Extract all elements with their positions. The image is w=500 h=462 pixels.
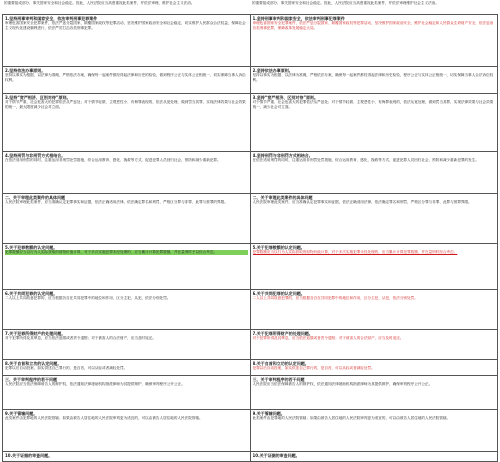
right-cell — [250, 452, 498, 462]
left-cell — [3, 360, 251, 376]
right-cell — [250, 152, 498, 194]
section-text: 二人以上共同故意犯罪的，应当根据各自在共同犯罪中的地位和作用，区分主犯、从犯，依法分别处罚。 — [5, 296, 171, 301]
section-heading: 5.关于犯罪数额的认定问题。 — [5, 245, 58, 250]
section-text: 犯罪以后自动投案，如实供述自己罪行的，是自首，可以从轻或者减轻处罚。 — [5, 366, 128, 371]
left-cell — [3, 15, 251, 67]
table-row — [3, 152, 498, 194]
section-heading: 1.坚持刑事审判和国家安全，依法审判刑事犯罪案件 — [252, 16, 345, 21]
right-cell — [250, 94, 498, 152]
section-text: 对于情节严重、社会危害大的犯罪依法从严惩处；对于情节轻微、主观恶性小、有悔罪表现的，依法从宽处理，做到罚当其罪，实现法律效果与社会效果的统一，最大限度减少社会对立面。 — [5, 100, 246, 110]
left-cell — [3, 94, 251, 152]
intro-paragraph — [2, 0, 498, 13]
section-text: 对于犯罪所得及其孳息，应当依法追缴或者责令退赔；对于被害人的合法财产，应当及时返还。 — [5, 336, 156, 341]
section-heading: 2.坚持依法办事原则。 — [5, 68, 46, 73]
right-cell — [250, 360, 498, 376]
table-row — [3, 376, 498, 410]
section-text: 此类案件由犯罪地的人民法院管辖；如果由被告人居住地的人民法院审判更为适宜的，可以由被告人居住地的人民法院管辖。 — [5, 416, 203, 421]
section-text: 犯罪数额应当以行为人实际获取的财物价值计算，对于多次实施犯罪未经处理的，应当累计计算犯罪数额，并在量刑时综合考虑。 — [252, 250, 458, 255]
section-text: 审理危害国家安全犯罪案件，依法严惩分裂国家、颠覆国家政权等犯罪活动，坚决维护国家政治安全和社会稳定，切实维护人民群众合法权益，保障社会主义现代化建设顺利进行，依法严厉打击各类刑事犯罪。 — [5, 21, 246, 31]
section-text: 人民法院审理此类案件，应当准确认定犯罪事实和证据，依法正确适用法律，依法确定罪名和刑罚，严格区分罪与非罪、此罪与彼罪界限。 — [252, 200, 472, 205]
section-text: 坚持以事实为根据、以法律为准绳，严格依法办案，确保每一起案件都经得起法律和历史检验，程序公正与实体公正相统一，切实保障当事人合法诉讼权利。 — [252, 73, 494, 83]
highlighted-text: 犯罪数额应当以行为人实际获取的财物价值计算，对于多次实施犯罪未经处理的，应当累计计算犯罪数额，并在量刑时予以综合考虑。 — [5, 250, 248, 255]
section-heading: 二、关于审理此类案件的具体问题 — [252, 195, 313, 200]
left-cell — [3, 194, 251, 244]
section-heading: 7.关于犯罪所得财产的处理问题。 — [5, 331, 66, 336]
intro-left: 的重要组成部分，事关国家安全和社会稳定。因此，人民法院应当高度重视此类案件，并依法审理，维护社会主义法治。 — [4, 1, 195, 5]
section-heading: 7.关于犯罪所得财产的处理问题。 — [252, 331, 313, 336]
left-cell — [3, 152, 251, 194]
section-text: 审理危害国家安全犯罪案件，依法严惩分裂国家、颠覆国家政权等犯罪活动，坚决维护国家政治安全，维护社会稳定和人民群众生命财产安全，依法惩治各类刑事犯罪，保障改革发展稳定大局。 — [252, 21, 494, 31]
left-cell — [3, 376, 251, 410]
section-heading: 8.关于自首和立功的认定问题。 — [252, 361, 309, 366]
section-text: 在依法适用刑罚的同时，注重运用非刑罚处罚措施，综合运用教育、感化、挽救等方式，促进犯罪人员回归社会，预防和减少重新犯罪的发生。 — [252, 158, 479, 163]
section-heading: 9.关于管辖问题。 — [252, 411, 285, 416]
left-cell — [3, 330, 251, 360]
right-cell — [250, 330, 498, 360]
section-heading: 5.关于犯罪数额的认定问题。 — [252, 245, 305, 250]
section-text: 对于犯罪所得及其孳息，应当依法追缴或者责令退赔；对于被害人的合法财产，应当及时返还。 — [252, 336, 404, 341]
section-heading: 8.关于自首和立功的认定问题。 — [5, 361, 62, 366]
table-row — [3, 290, 498, 330]
section-heading: 6.关于共同犯罪的认定问题。 — [5, 291, 58, 296]
right-cell — [250, 290, 498, 330]
right-cell — [250, 244, 498, 290]
section-heading: 3.坚持“宽严相济、区别对待”原则。 — [252, 95, 319, 100]
section-text: 人民法院应当依法保障被告人的辩护权，依法通知法律援助机构指派律师为其提供辩护，确保审判程序公开公正。 — [5, 382, 185, 387]
left-cell — [3, 452, 251, 462]
section-heading: 10.关于证据的审查问题。 — [252, 453, 300, 458]
section-text: 对于情节严重、社会危害大的犯罪依法从严惩处；对于情节轻微、主观恶性小、有悔罪表现的，依法从宽处理，做到罚当其罪，实现法律效果与社会效果统一，减少社会对立面。 — [252, 100, 494, 110]
section-text: 此类案件由犯罪地的人民法院管辖；如果由被告人居住地的人民法院审判更为适宜的，可以由被告人居住地的人民法院管辖。 — [252, 416, 451, 421]
table-row — [3, 452, 498, 462]
section-heading: 三、关于审判程序的若干问题 — [5, 377, 57, 382]
right-cell — [250, 67, 498, 94]
section-heading: 4.坚持刑罚与非刑罚方式相结合。 — [252, 153, 313, 158]
section-text: 坚持以事实为根据、以法律为准绳，严格依法办案，确保每一起案件都经得起法律和历史的检验，做到程序公正与实体公正相统一，切实保障当事人诉讼权利。 — [5, 73, 246, 83]
table-row — [3, 360, 498, 376]
right-cell — [250, 410, 498, 452]
section-heading: 6.关于共同犯罪的认定问题。 — [252, 291, 305, 296]
table-row — [3, 330, 498, 360]
section-heading: 2.坚持依法办事原则。 — [252, 68, 293, 73]
table-row — [3, 15, 498, 67]
table-row — [3, 410, 498, 452]
table-row — [3, 244, 498, 290]
section-heading: 4.坚持刑罚与非刑罚方式相结合。 — [5, 153, 66, 158]
right-cell — [250, 194, 498, 244]
section-text: 犯罪以后自动投案，如实供述自己罪行的，是自首，可以从轻或者减轻处罚。 — [252, 366, 375, 371]
section-heading: 3.坚持“宽严相济、区别对待”原则。 — [5, 95, 71, 100]
left-cell — [3, 290, 251, 330]
section-heading: 1.坚持刑事审判和国家安全，依法审判刑事犯罪案件 — [5, 16, 98, 21]
left-cell — [3, 67, 251, 94]
table-row — [3, 94, 498, 152]
comparison-table — [2, 14, 498, 462]
section-text: 人民法院审理此类案件，应当准确认定犯罪事实和证据，依法正确适用法律，依法确定罪名和刑罚，严格区分罪与非罪、此罪与彼罪的界限。 — [5, 200, 228, 205]
table-row — [3, 194, 498, 244]
section-heading: 10.关于证据的审查问题。 — [5, 453, 53, 458]
section-heading: 9.关于管辖问题。 — [5, 411, 38, 416]
right-cell — [250, 376, 498, 410]
section-heading: 二、关于审理此类案件的具体问题 — [5, 195, 65, 200]
section-heading: 三、关于审判程序的若干问题 — [252, 377, 305, 382]
left-cell — [3, 244, 251, 290]
section-text: 在依法适用刑罚的同时，注重运用非刑罚处罚措施，综合运用教育、感化、挽救等方式，促进犯罪人员回归社会，预防和减少重新犯罪。 — [5, 158, 221, 163]
left-cell — [3, 410, 251, 452]
table-row — [3, 67, 498, 94]
right-cell — [250, 15, 498, 67]
intro-right: 的重要组成部分，事关国家安全和社会稳定。因此，人民法院应当高度重视此类案件，并依法审理维护社会主义法治。 — [252, 1, 439, 5]
section-text: 人民法院应当依法保障被告人的辩护权，依法通知法律援助机构指派律师为其提供辩护，确保审判程序公开公正。 — [252, 382, 433, 387]
section-text: 二人以上共同故意犯罪的，应当根据各自在共同犯罪中的地位和作用，区分主犯、从犯，依法分别处罚。 — [252, 296, 418, 301]
